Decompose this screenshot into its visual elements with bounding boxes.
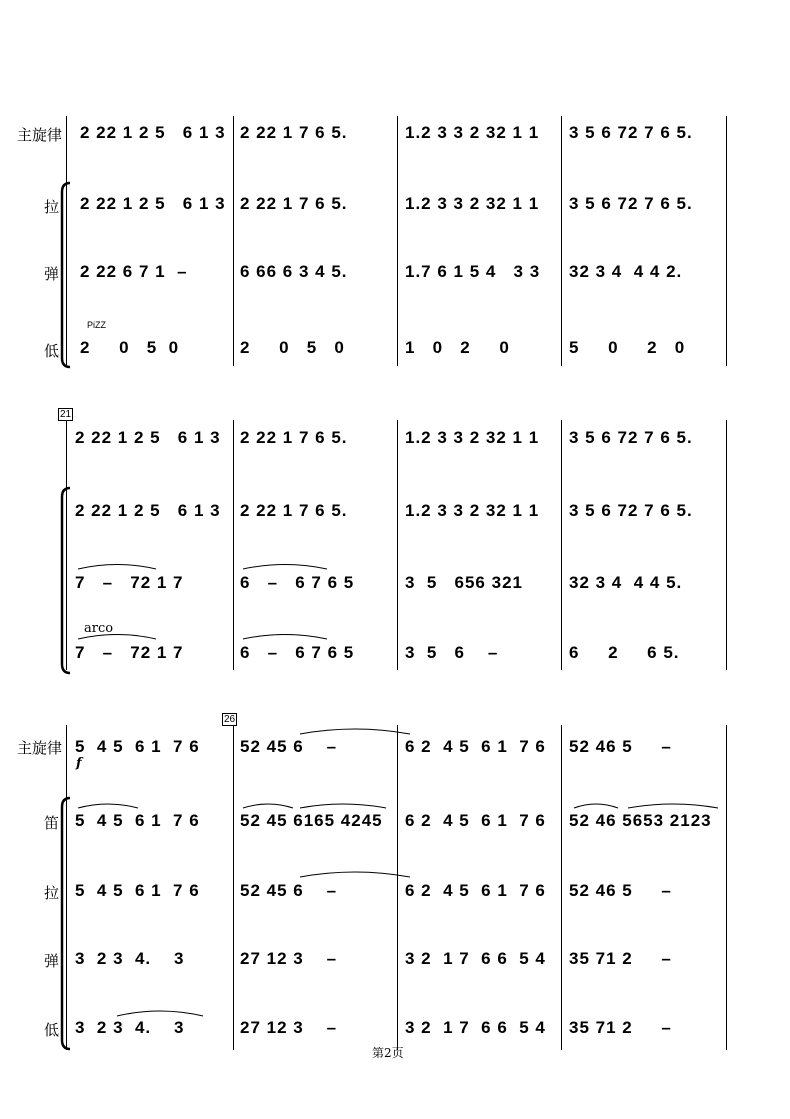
- part-label-flute: 笛: [44, 814, 60, 832]
- measure: 2 22 1 7 6 5.: [240, 428, 348, 447]
- page-number: 第2页: [372, 1046, 404, 1060]
- measure: 5 4 5 6 1 7 6: [75, 881, 200, 900]
- arco-mark: arco: [84, 621, 114, 636]
- measure: 35 71 2 –: [569, 1018, 672, 1037]
- measure: 2 22 1 7 6 5.: [240, 194, 348, 213]
- measure: 1.2 3 3 2 32 1 1: [405, 501, 540, 520]
- measure: 6 – 6 7 6 5: [240, 643, 355, 662]
- measure: 2 0 5 0: [240, 338, 345, 357]
- measure: 6 2 4 5 6 1 7 6: [405, 811, 546, 830]
- measure: 5 4 5 6 1 7 6: [75, 737, 200, 756]
- pizz-mark: PiZZ: [87, 320, 106, 330]
- part-label-melody: 主旋律: [17, 126, 63, 144]
- part-label-bass: 低: [44, 1021, 60, 1039]
- measure: 3 2 1 7 6 6 5 4: [405, 1018, 546, 1037]
- measure: 1.2 3 3 2 32 1 1: [405, 428, 540, 447]
- measure: 1 0 2 0: [405, 338, 510, 357]
- measure: 27 12 3 –: [240, 1018, 338, 1037]
- measure: 3 5 6 72 7 6 5.: [569, 194, 693, 213]
- part-label-bass: 低: [44, 342, 60, 360]
- part-label-plucked: 弹: [44, 952, 60, 970]
- measure: 52 45 6 –: [240, 737, 338, 756]
- measure: 52 45 6165 4245: [240, 811, 383, 830]
- measure: 35 71 2 –: [569, 949, 672, 968]
- measure: 3 5 6 72 7 6 5.: [569, 501, 693, 520]
- rehearsal-mark: 26: [224, 714, 236, 725]
- measure: 3 5 6 –: [405, 643, 499, 662]
- part-label-bowed: 拉: [44, 198, 60, 216]
- measure: 7 – 72 1 7: [75, 643, 184, 662]
- measure: 3 2 3 4. 3: [75, 1018, 185, 1037]
- measure: 1.2 3 3 2 32 1 1: [405, 123, 540, 142]
- measure: 2 22 1 2 5 6 1 3: [80, 123, 226, 142]
- measure: 32 3 4 4 4 2.: [569, 262, 683, 281]
- measure: 6 2 6 5.: [569, 643, 680, 662]
- measure: 5 4 5 6 1 7 6: [75, 811, 200, 830]
- rehearsal-mark: 21: [60, 409, 72, 420]
- measure: 1.7 6 1 5 4 3 3: [405, 262, 541, 281]
- measure: 27 12 3 –: [240, 949, 338, 968]
- measure: 3 2 1 7 6 6 5 4: [405, 949, 546, 968]
- measure: 3 2 3 4. 3: [75, 949, 185, 968]
- part-label-melody: 主旋律: [17, 739, 63, 757]
- measure: 2 22 1 2 5 6 1 3: [80, 194, 226, 213]
- part-label-bowed: 拉: [44, 884, 60, 902]
- part-label-plucked: 弹: [44, 265, 60, 283]
- measure: 3 5 6 72 7 6 5.: [569, 123, 693, 142]
- measure: 6 – 6 7 6 5: [240, 573, 355, 592]
- measure: 32 3 4 4 4 5.: [569, 573, 683, 592]
- measure: 2 22 6 7 1 –: [80, 262, 188, 281]
- measure: 3 5 6 72 7 6 5.: [569, 428, 693, 447]
- measure: 7 – 72 1 7: [75, 573, 184, 592]
- measure: 2 22 1 7 6 5.: [240, 123, 348, 142]
- measure: 6 66 6 3 4 5.: [240, 262, 348, 281]
- dynamic-forte: f: [76, 756, 82, 771]
- measure: 52 45 6 –: [240, 881, 338, 900]
- measure: 2 22 1 2 5 6 1 3: [75, 501, 221, 520]
- measure: 52 46 5 –: [569, 737, 672, 756]
- measure: 6 2 4 5 6 1 7 6: [405, 737, 546, 756]
- measure: 3 5 656 321: [405, 573, 523, 592]
- measure: 6 2 4 5 6 1 7 6: [405, 881, 546, 900]
- measure: 2 22 1 7 6 5.: [240, 501, 348, 520]
- measure: 52 46 5653 2123: [569, 811, 712, 830]
- measure: 1.2 3 3 2 32 1 1: [405, 194, 540, 213]
- measure: 2 0 5 0: [80, 338, 180, 357]
- measure: 52 46 5 –: [569, 881, 672, 900]
- measure: 5 0 2 0: [569, 338, 686, 357]
- measure: 2 22 1 2 5 6 1 3: [75, 428, 221, 447]
